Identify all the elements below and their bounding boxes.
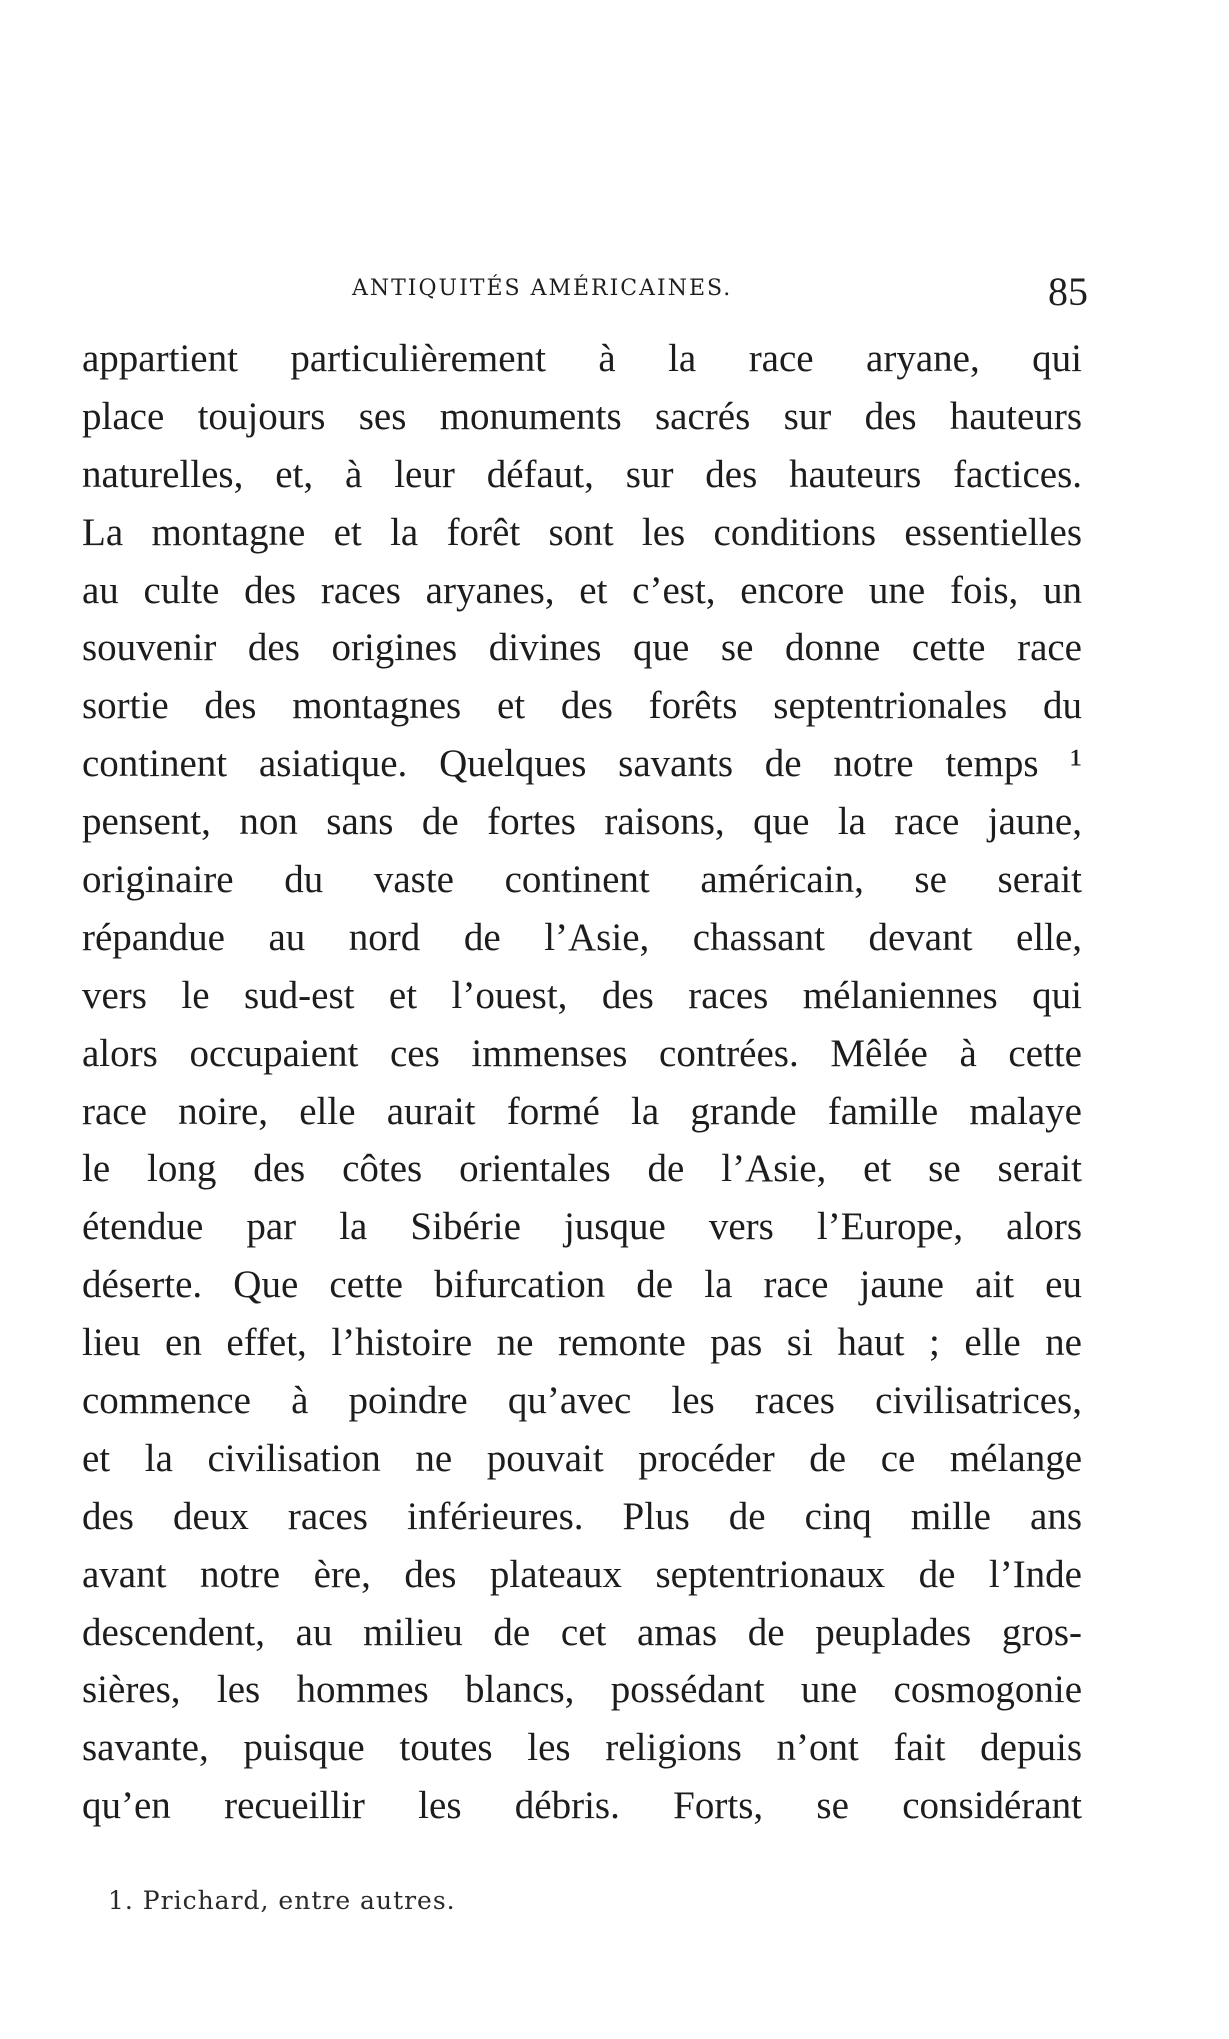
text-line: vers le sud-est et l’ouest, des races mélaniennes qui — [82, 973, 1082, 1017]
text-line: La montagne et la forêt sont les conditions essentielles — [82, 510, 1082, 554]
text-line: souvenir des origines divines que se donne cette race — [82, 626, 1082, 670]
text-line: et la civilisation ne pouvait procéder de ce mélange — [82, 1436, 1082, 1480]
text-line: étendue par la Sibérie jusque vers l’Europe, alors — [82, 1205, 1082, 1249]
text-line: des deux races inférieures. Plus de cinq mille ans — [82, 1494, 1082, 1538]
page-number: 85 — [1048, 269, 1088, 314]
text-line: commence à poindre qu’avec les races civilisatrices, — [82, 1379, 1082, 1423]
body-text — [82, 330, 1082, 1835]
text-line: sières, les hommes blancs, possédant une cosmogonie — [82, 1668, 1082, 1712]
text-line: descendent, au milieu de cet amas de peuplades gros- — [82, 1610, 1082, 1654]
text-line: continent asiatique. Quelques savants de notre temps ¹ — [82, 742, 1082, 786]
text-line: le long des côtes orientales de l’Asie, et se serait — [82, 1147, 1082, 1191]
text-line: appartient particulièrement à la race aryane, qui — [82, 337, 1082, 380]
text-line: au culte des races aryanes, et c’est, encore une fois, un — [82, 568, 1082, 612]
text-line: qu’en recueillir les débris. Forts, se considérant — [82, 1784, 1082, 1828]
text-line: savante, puisque toutes les religions n’ont fait depuis — [82, 1726, 1082, 1770]
footnote: 1. Prichard, entre autres. — [108, 1886, 456, 1915]
text-line: avant notre ère, des plateaux septentrionaux de l’Inde — [82, 1552, 1082, 1596]
text-line: naturelles, et, à leur défaut, sur des hauteurs factices. — [82, 452, 1082, 496]
text-line: répandue au nord de l’Asie, chassant devant elle, — [82, 915, 1082, 959]
text-line: place toujours ses monuments sacrés sur des hauteurs — [82, 394, 1082, 438]
text-line: déserte. Que cette bifurcation de la race jaune ait eu — [82, 1263, 1082, 1307]
text-line: race noire, elle aurait formé la grande famille malaye — [82, 1089, 1082, 1133]
text-line: sortie des montagnes et des forêts septentrionales du — [82, 684, 1082, 728]
text-line: alors occupaient ces immenses contrées. Mêlée à cette — [82, 1031, 1082, 1075]
text-line: originaire du vaste continent américain, se serait — [82, 858, 1082, 902]
text-line: pensent, non sans de fortes raisons, que la race jaune, — [82, 800, 1082, 844]
running-header — [82, 269, 1088, 316]
text-line: lieu en effet, l’histoire ne remonte pas si haut ; elle ne — [82, 1321, 1082, 1365]
running-title: ANTIQUITÉS AMÉRICAINES. — [352, 276, 733, 301]
